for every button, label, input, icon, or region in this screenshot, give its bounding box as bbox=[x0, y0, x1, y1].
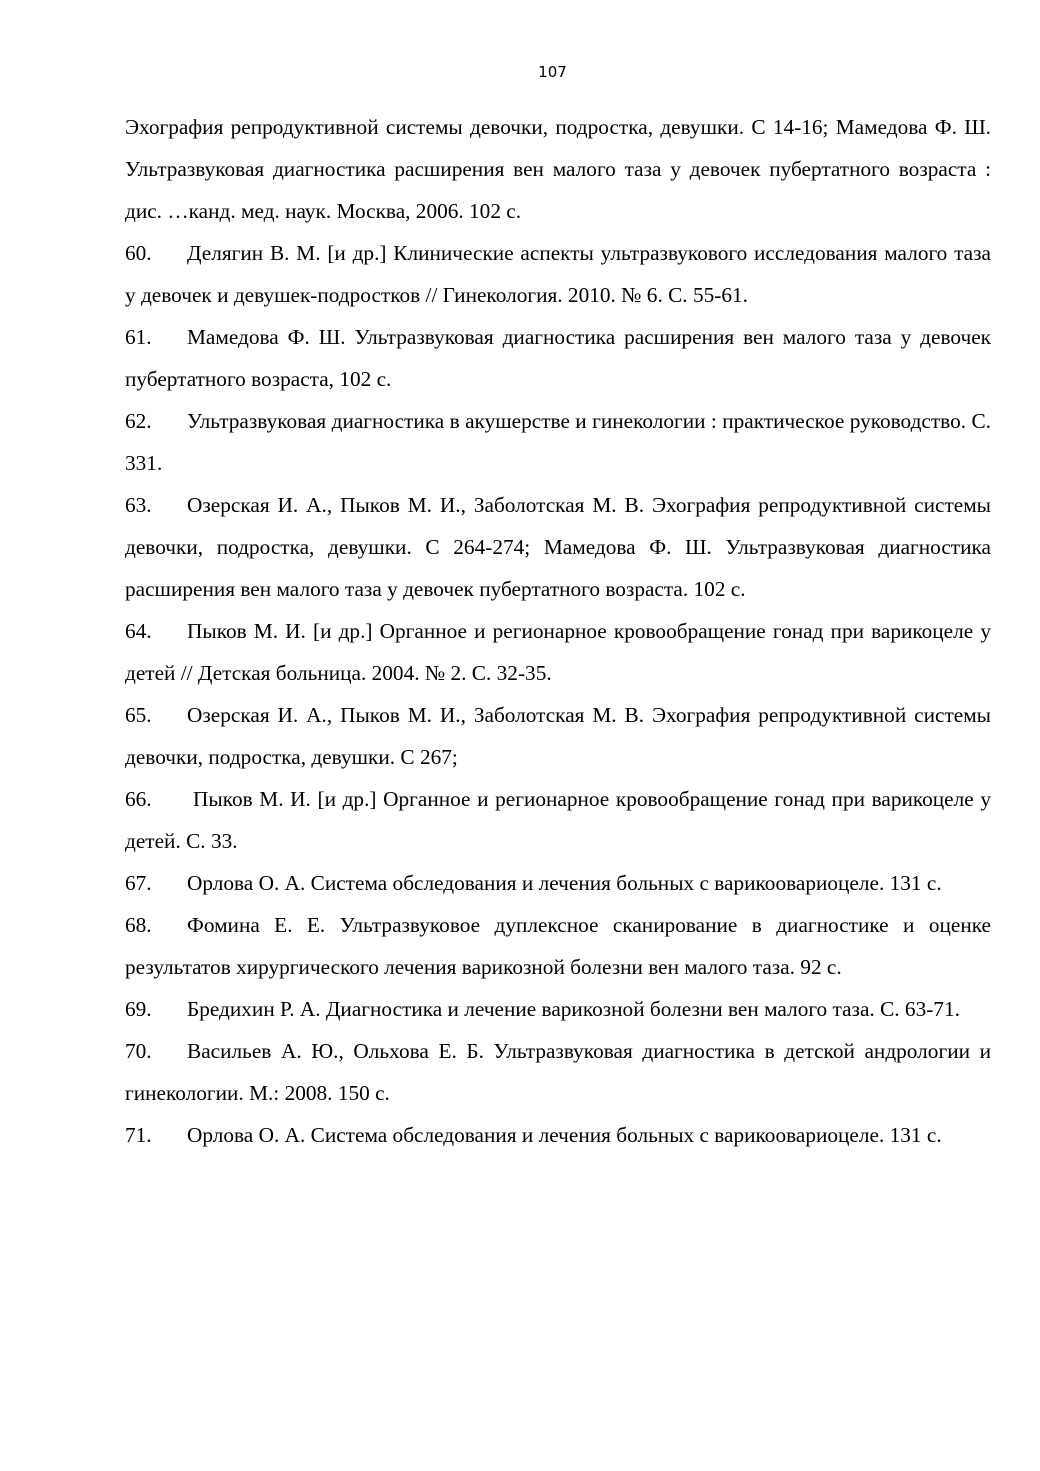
reference-text: Озерская И. А., Пыков М. И., Заболотская М. В. Эхография репродуктивной системы девочки, подростка, девушки. С 264-274; Мамедова Ф. Ш. Ультразвуковая диагностика расширения вен малого таза у девочек пубертатного возраста. 102 с. bbox=[125, 493, 991, 601]
reference-item-64 bbox=[125, 610, 991, 694]
page-number: 107 bbox=[538, 63, 567, 81]
reference-number: 66. bbox=[125, 787, 152, 811]
reference-text: Ультразвуковая диагностика в акушерстве и гинекологии : практическое руководство. С. 331. bbox=[125, 409, 991, 475]
reference-text: Орлова О. А. Система обследования и лечения больных с варикоовариоцеле. 131 с. bbox=[187, 871, 942, 895]
reference-item-61 bbox=[125, 316, 991, 400]
reference-text: Пыков М. И. [и др.] Органное и регионарное кровообращение гонад при варикоцеле у детей // Детская больница. 2004. № 2. С. 32-35. bbox=[125, 619, 991, 685]
reference-text: Озерская И. А., Пыков М. И., Заболотская М. В. Эхография репродуктивной системы девочки, подростка, девушки. С 267; bbox=[125, 703, 991, 769]
reference-item-70 bbox=[125, 1030, 991, 1114]
reference-text: Пыков М. И. [и др.] Органное и регионарное кровообращение гонад при варикоцеле у детей. С. 33. bbox=[125, 787, 991, 853]
reference-number: 65. bbox=[125, 703, 152, 727]
reference-number: 69. bbox=[125, 997, 152, 1021]
reference-number: 71. bbox=[125, 1123, 152, 1147]
reference-number: 64. bbox=[125, 619, 152, 643]
reference-item-65 bbox=[125, 694, 991, 778]
reference-item-68 bbox=[125, 904, 991, 988]
reference-item-62 bbox=[125, 400, 991, 484]
reference-number: 60. bbox=[125, 241, 152, 265]
reference-item-71 bbox=[125, 1114, 991, 1156]
reference-item-69 bbox=[125, 988, 991, 1030]
reference-text: Васильев А. Ю., Ольхова Е. Б. Ультразвуковая диагностика в детской андрологии и гинекологии. М.: 2008. 150 с. bbox=[125, 1039, 991, 1105]
reference-number: 70. bbox=[125, 1039, 152, 1063]
reference-text: Орлова О. А. Система обследования и лечения больных с варикоовариоцеле. 131 с. bbox=[187, 1123, 942, 1147]
reference-item-67 bbox=[125, 862, 991, 904]
reference-number: 68. bbox=[125, 913, 152, 937]
reference-text: Бредихин Р. А. Диагностика и лечение варикозной болезни вен малого таза. С. 63-71. bbox=[187, 997, 960, 1021]
reference-number: 61. bbox=[125, 325, 152, 349]
reference-text: Делягин В. М. [и др.] Клинические аспекты ультразвукового исследования малого таза у девочек и девушек-подростков // Гинекология. 2010. № 6. С. 55-61. bbox=[125, 241, 991, 307]
reference-number: 62. bbox=[125, 409, 152, 433]
reference-number: 67. bbox=[125, 871, 152, 895]
reference-item-66 bbox=[125, 778, 991, 862]
reference-text: Мамедова Ф. Ш. Ультразвуковая диагностика расширения вен малого таза у девочек пубертатного возраста, 102 с. bbox=[125, 325, 991, 391]
reference-item-63 bbox=[125, 484, 991, 610]
reference-list bbox=[125, 106, 991, 1156]
reference-continuation: Эхография репродуктивной системы девочки, подростка, девушки. С 14-16; Мамедова Ф. Ш. Ультразвуковая диагностика расширения вен малого таза у девочек пубертатного возраста : дис. …канд. мед. наук. Москва, 2006. 102 с. bbox=[125, 115, 991, 223]
reference-item-60 bbox=[125, 232, 991, 316]
reference-text: Фомина Е. Е. Ультразвуковое дуплексное сканирование в диагностике и оценке результатов хирургического лечения варикозной болезни вен малого таза. 92 с. bbox=[125, 913, 991, 979]
reference-number: 63. bbox=[125, 493, 152, 517]
